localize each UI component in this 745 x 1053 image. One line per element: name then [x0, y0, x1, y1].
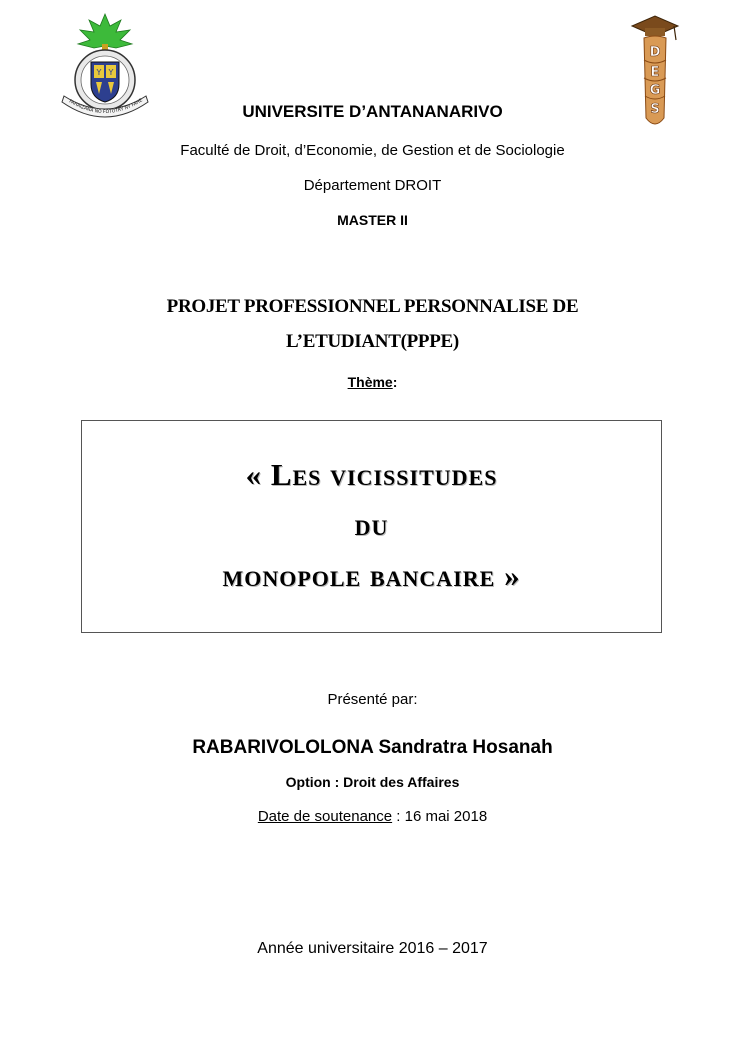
svg-text:FAHAIZANA NO FOTOTRY NY FAHEND: FAHAIZANA NO FOTOTRY NY FAHE	[67, 98, 144, 116]
project-title	[0, 289, 745, 359]
svg-text:D: D	[649, 45, 661, 60]
svg-text:Y: Y	[96, 68, 102, 77]
presented-by-label: Présenté par:	[327, 691, 418, 708]
defense-date-value: : 16 mai 2018	[392, 808, 488, 825]
option-label: Option : Droit des Affaires	[285, 774, 460, 790]
theme-title-line-3: monopole bancaire »	[222, 558, 521, 593]
theme-title-line-2: du	[354, 507, 389, 542]
project-title-line-2: L’ETUDIANT(PPPE)	[286, 331, 459, 352]
svg-text:S: S	[650, 102, 660, 117]
defense-date	[0, 808, 745, 825]
theme-label	[0, 374, 745, 390]
degree-level: MASTER II	[337, 212, 408, 228]
theme-title-line-1: « Les vicissitudes	[245, 457, 498, 492]
leaf-emblem-icon	[78, 14, 132, 54]
university-name: UNIVERSITE D’ANTANANARIVO	[242, 102, 503, 121]
theme-label-text: Thème	[347, 374, 393, 390]
author-name: RABARIVOLOLONA Sandratra Hosanah	[192, 737, 553, 758]
project-title-line-1: PROJET PROFESSIONNEL PERSONNALISE DE	[166, 296, 579, 317]
shield-icon	[91, 62, 119, 102]
theme-title-box	[81, 420, 662, 633]
department-name: Département DROIT	[303, 177, 442, 194]
svg-text:E: E	[650, 65, 660, 80]
theme-label-colon: :	[392, 374, 398, 390]
svg-text:G: G	[649, 83, 661, 98]
faculty-name: Faculté de Droit, d’Economie, de Gestion et de Sociologie	[180, 142, 565, 159]
academic-year: Année universitaire 2016 – 2017	[257, 940, 488, 957]
svg-text:Y: Y	[108, 68, 114, 77]
defense-date-label: Date de soutenance	[257, 808, 393, 825]
